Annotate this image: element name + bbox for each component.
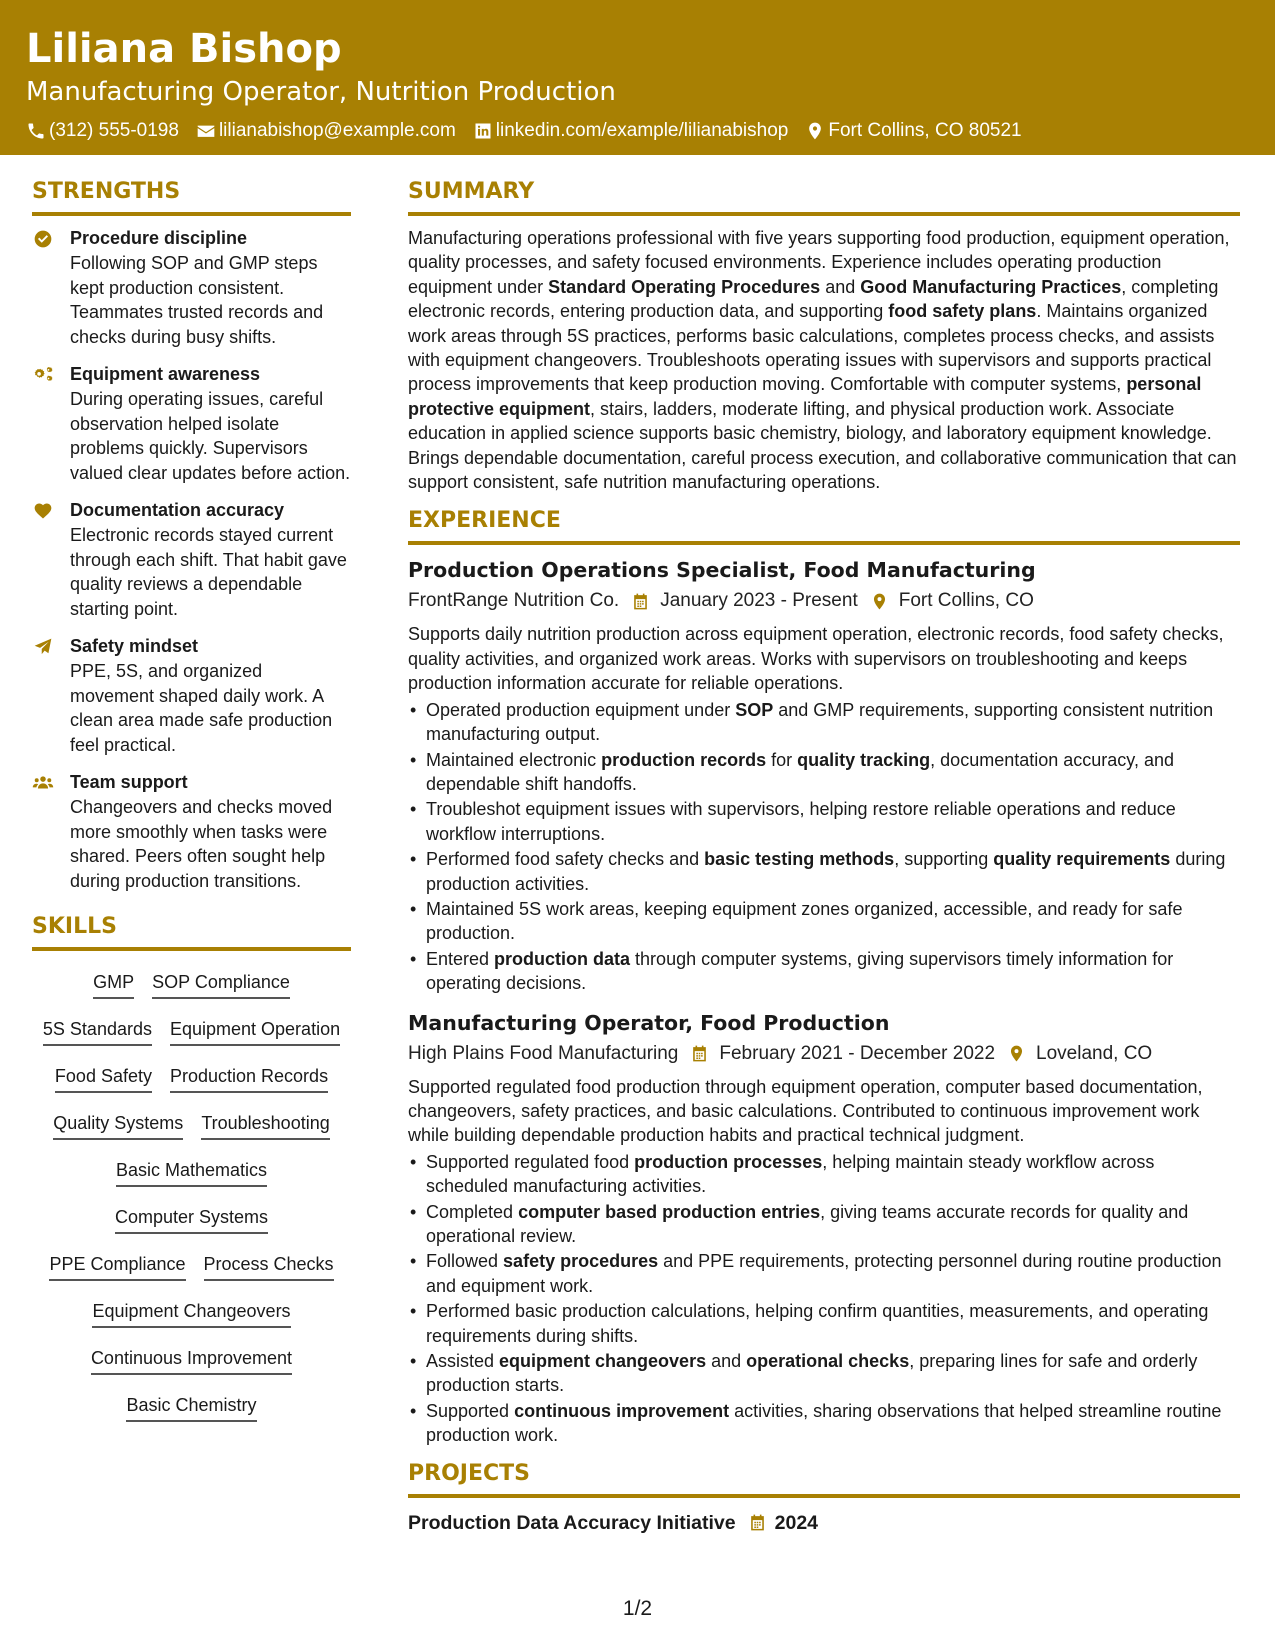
job-title: Production Operations Specialist, Food Manufacturing <box>408 558 1036 583</box>
strength-item <box>32 362 351 485</box>
strength-desc: Electronic records stayed current through each shift. That habit gave quality reviews a dependable starting point. <box>70 525 347 619</box>
project-entry <box>408 1508 1240 1538</box>
list-item: • Troubleshot equipment issues with supervisors, helping restore reliable operations and reduce workflow interruptions. <box>408 797 1240 846</box>
list-item: • Supported continuous improvement activities, sharing observations that helped streamline routine production work. <box>408 1399 1240 1448</box>
strength-title: Safety mindset <box>70 636 199 656</box>
strength-title: Team support <box>70 772 188 792</box>
skill-tag: Basic Chemistry <box>126 1393 256 1422</box>
strength-item <box>32 226 351 349</box>
projects-heading: PROJECTS <box>408 1460 1240 1498</box>
skill-tag: Quality Systems <box>53 1111 183 1140</box>
list-item: • Assisted equipment changeovers and operational checks, preparing lines for safe and orderly production starts. <box>408 1349 1240 1398</box>
skill-tag: Computer Systems <box>115 1205 268 1234</box>
calendar-icon <box>631 592 650 611</box>
strength-desc: During operating issues, careful observation helped isolate problems quickly. Supervisors valued clear updates before action. <box>70 389 351 483</box>
skill-tag: Basic Mathematics <box>116 1158 267 1187</box>
strength-desc: Changeovers and checks moved more smoothly when tasks were shared. Peers often sought help during production transitions. <box>70 797 333 891</box>
strength-item <box>32 770 351 893</box>
strengths-heading: STRENGTHS <box>32 178 351 216</box>
job-company: High Plains Food Manufacturing <box>408 1042 679 1064</box>
calendar-icon <box>748 1513 767 1532</box>
resume-header <box>0 0 1275 155</box>
job-meta <box>408 1038 1240 1070</box>
list-item: • Performed food safety checks and basic testing methods, supporting quality requirements during production activities. <box>408 847 1240 896</box>
list-item: • Completed computer based production entries, giving teams accurate records for quality and operational review. <box>408 1200 1240 1249</box>
contact-bar <box>26 119 1249 143</box>
job-location: Loveland, CO <box>1036 1042 1153 1064</box>
list-item: • Maintained electronic production records for quality tracking, documentation accuracy, and dependable shift handoffs. <box>408 748 1240 797</box>
contact-linkedin[interactable] <box>473 119 789 143</box>
linkedin-text: linkedin.com/example/lilianabishop <box>495 120 789 141</box>
skill-tag: 5S Standards <box>43 1017 152 1046</box>
strength-title: Documentation accuracy <box>70 500 285 520</box>
contact-location <box>805 119 1021 143</box>
location-pin-icon <box>805 121 825 141</box>
skills-list <box>32 961 351 1435</box>
skill-tag: GMP <box>93 970 134 999</box>
envelope-icon <box>196 121 216 141</box>
job-dates: February 2021 - December 2022 <box>719 1042 996 1064</box>
skill-tag: Process Checks <box>204 1252 334 1281</box>
list-item: • Maintained 5S work areas, keeping equipment zones organized, accessible, and ready for safe production. <box>408 897 1240 946</box>
strength-item <box>32 634 351 757</box>
skill-tag: Production Records <box>170 1064 328 1093</box>
skill-tag: Equipment Changeovers <box>92 1299 290 1328</box>
job-entry <box>408 555 1240 995</box>
contact-phone[interactable] <box>26 119 179 143</box>
phone-icon <box>26 121 46 141</box>
skill-tag: SOP Compliance <box>152 970 290 999</box>
phone-text: (312) 555-0198 <box>49 120 179 141</box>
job-bullets <box>408 1150 1240 1448</box>
strength-desc: PPE, 5S, and organized movement shaped daily work. A clean area made safe production feel practical. <box>70 661 333 755</box>
list-item: • Supported regulated food production processes, helping maintain steady workflow across scheduled manufacturing activities. <box>408 1150 1240 1199</box>
heart-icon <box>32 501 54 521</box>
experience-heading: EXPERIENCE <box>408 507 1240 545</box>
strength-title: Equipment awareness <box>70 364 261 384</box>
job-bullets <box>408 698 1240 996</box>
strength-desc: Following SOP and GMP steps kept production consistent. Teammates trusted records and checks during busy shifts. <box>70 253 324 347</box>
contact-email[interactable] <box>196 119 456 143</box>
location-pin-icon <box>870 592 889 611</box>
job-location: Fort Collins, CO <box>898 590 1034 612</box>
list-item: • Performed basic production calculations, helping confirm quantities, measurements, and operating requirements during shifts. <box>408 1299 1240 1348</box>
project-date: 2024 <box>774 1511 819 1534</box>
summary-text: Manufacturing operations professional with five years supporting food production, equipment operation, quality processes, and safety focused environments. Experience includes operating production equipment under Standard Operating Procedures and Good Manufacturing Practices, completing electronic records, entering production data, and supporting food safety plans. Maintains organized work areas through 5S practices, performs basic calculations, completes process checks, and assists with equipment changeovers. Troubleshoots operating issues with supervisors and supports practical process improvements that keep production moving. Comfortable with computer systems, personal protective equipment, stairs, ladders, moderate lifting, and physical production work. Associate education in applied science supports basic chemistry, biology, and laboratory equipment knowledge. Brings dependable documentation, careful process execution, and collaborative communication that can support consistent, safe nutrition manufacturing operations. <box>408 228 1237 493</box>
list-item: • Followed safety procedures and PPE requirements, protecting personnel during routine production and equipment work. <box>408 1249 1240 1298</box>
skills-heading: SKILLS <box>32 913 351 951</box>
job-meta <box>408 585 1240 617</box>
skill-tag: Troubleshooting <box>201 1111 329 1140</box>
job-dates: January 2023 - Present <box>660 590 858 612</box>
job-company: FrontRange Nutrition Co. <box>408 590 620 612</box>
strength-title: Procedure discipline <box>70 228 248 248</box>
location-text: Fort Collins, CO 80521 <box>828 120 1022 141</box>
project-title: Production Data Accuracy Initiative <box>408 1511 736 1534</box>
job-title: Manufacturing Operator, Food Production <box>408 1010 890 1035</box>
users-icon <box>32 773 54 793</box>
summary-section <box>408 226 1240 494</box>
email-text: lilianabishop@example.com <box>218 120 456 141</box>
paper-plane-icon <box>32 637 54 657</box>
candidate-title: Manufacturing Operator, Nutrition Production <box>26 77 616 107</box>
strength-item <box>32 498 351 621</box>
gears-icon <box>32 365 54 385</box>
list-item: • Entered production data through computer systems, giving supervisors timely information for operating decisions. <box>408 947 1240 996</box>
candidate-name: Liliana Bishop <box>26 26 342 72</box>
skill-tag: Equipment Operation <box>170 1017 340 1046</box>
calendar-icon <box>690 1044 709 1063</box>
location-pin-icon <box>1007 1044 1026 1063</box>
list-item: • Operated production equipment under SOP and GMP requirements, supporting consistent nutrition manufacturing output. <box>408 698 1240 747</box>
job-description: Supports daily nutrition production across equipment operation, electronic records, food safety checks, quality activities, and organized work areas. Works with supervisors on troubleshooting and keeps production information accurate for reliable operations. <box>408 624 1224 694</box>
check-circle-icon <box>32 229 54 249</box>
skill-tag: Food Safety <box>55 1064 152 1093</box>
summary-heading: SUMMARY <box>408 178 1240 216</box>
job-entry <box>408 1008 1240 1448</box>
page-number: 1/2 <box>622 1597 653 1620</box>
skill-tag: Continuous Improvement <box>91 1346 292 1375</box>
job-description: Supported regulated food production through equipment operation, computer based documentation, changeovers, safety practices, and basic calculations. Contributed to continuous improvement work while building dependable production habits and practical technical judgment. <box>408 1076 1203 1146</box>
right-column <box>408 178 1240 1538</box>
linkedin-icon <box>473 121 493 141</box>
skill-tag: PPE Compliance <box>49 1252 185 1281</box>
left-column <box>32 178 351 1435</box>
